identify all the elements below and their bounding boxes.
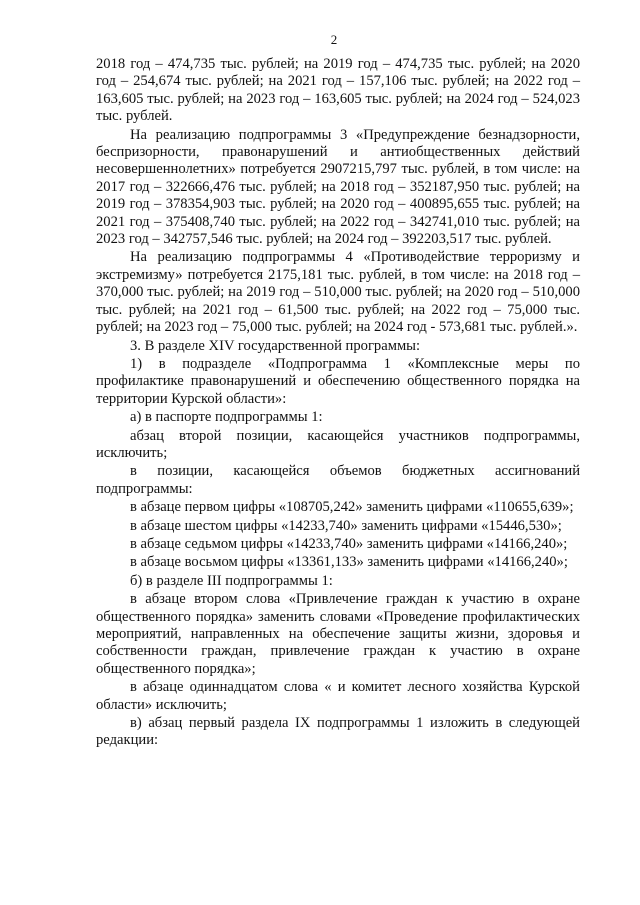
- paragraph-continuation: 2018 год – 474,735 тыс. рублей; на 2019 год – 474,735 тыс. рублей; на 2020 год – 254,674 тыс. рублей; на 2021 год – 157,106 тыс. рублей; на 2022 год – 163,605 тыс. рублей; на 2023 год – 163,605 тыс. рублей; на 2024 год – 524,023 тыс. рублей.: [96, 56, 580, 125]
- paragraph-participants: абзац второй позиции, касающейся участников подпрограммы, исключить;: [96, 427, 580, 461]
- paragraph-item-a: а) в паспорте подпрограммы 1:: [130, 409, 323, 426]
- paragraph-subprogram-4: На реализацию подпрограммы 4 «Противодействие терроризму и экстремизму» потребуется 2175,181 тыс. рублей, в том числе: на 2018 год – 370,000 тыс. рублей; на 2019 год – 510,000 тыс. рублей; на 2020 год – 510,000 тыс. рублей; на 2021 год – 61,500 тыс. рублей; на 2022 год – 75,000 тыс. рублей; на 2023 год – 75,000 тыс. рублей; на 2024 год - 573,681 тыс. рублей.».: [96, 249, 580, 336]
- paragraph-budget-position: в позиции, касающейся объемов бюджетных ассигнований подпрограммы:: [96, 463, 580, 497]
- paragraph-item-c: в) абзац первый раздела IX подпрограммы 1 изложить в следующей редакции:: [96, 715, 580, 749]
- paragraph-item-b: б) в разделе III подпрограммы 1:: [130, 572, 333, 589]
- paragraph-section-xiv: 3. В разделе XIV государственной программы:: [130, 337, 421, 354]
- document-page: [96, 30, 580, 750]
- page-number: 2: [330, 32, 338, 47]
- paragraph-second-words: в абзаце втором слова «Привлечение граждан к участию в охране общественного порядка» заменить словами «Проведение профилактических мероприятий, направленных на обеспечение защиты жизни, здоровья и собственности граждан, привлечение граждан к участию в охране общественного порядка»;: [96, 591, 580, 677]
- paragraph-eighth-figures: в абзаце восьмом цифры «13361,133» заменить цифрами «14166,240»;: [130, 554, 568, 571]
- paragraph-eleventh-words: в абзаце одиннадцатом слова « и комитет лесного хозяйства Курской области» исключить;: [96, 679, 580, 713]
- paragraph-sixth-figures: в абзаце шестом цифры «14233,740» заменить цифрами «15446,530»;: [130, 517, 562, 534]
- paragraph-first-figures: в абзаце первом цифры «108705,242» заменить цифрами «110655,639»;: [130, 499, 574, 516]
- paragraph-item-1: 1) в подразделе «Подпрограмма 1 «Комплексные меры по профилактике правонарушений и обеспечению общественного порядка на территории Курской области»:: [96, 355, 580, 407]
- paragraph-subprogram-3: На реализацию подпрограммы 3 «Предупреждение безнадзорности, беспризорности, правонарушений и антиобщественных действий несовершеннолетних» потребуется 2907215,797 тыс. рублей, в том числе: на 2017 год – 322666,476 тыс. рублей; на 2018 год – 352187,950 тыс. рублей; на 2019 год – 378354,903 тыс. рублей; на 2020 год – 400895,655 тыс. рублей; на 2021 год – 375408,740 тыс. рублей; на 2022 год – 342741,010 тыс. рублей; на 2023 год – 342757,546 тыс. рублей; на 2024 год – 392203,517 тыс. рублей.: [96, 126, 580, 248]
- paragraph-seventh-figures: в абзаце седьмом цифры «14233,740» заменить цифрами «14166,240»;: [130, 535, 568, 552]
